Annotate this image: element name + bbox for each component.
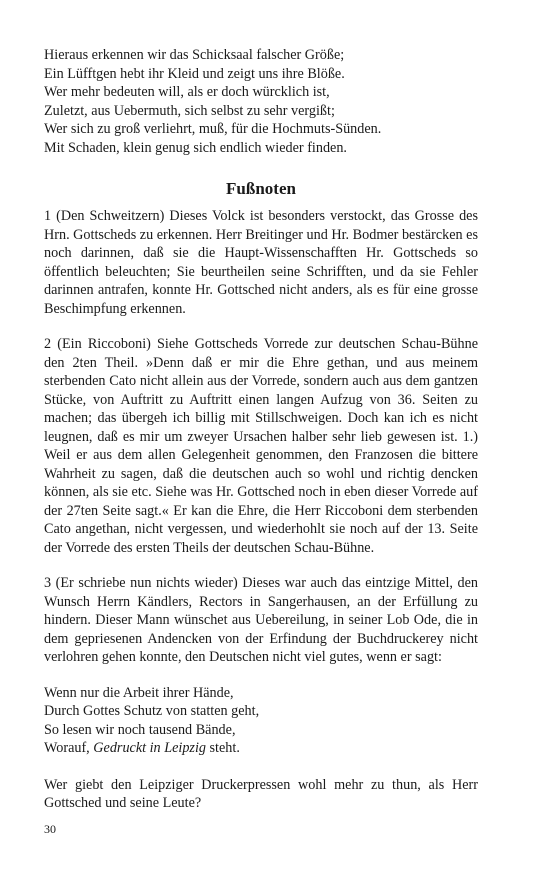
- footnote-3: 3 (Er schriebe nun nichts wieder) Dieses war auch das eintzige Mittel, den Wunsch Herrn Kändlers, Rectors in Sangerhausen, an der Erfüllung zu hindern. Dieser Mann wünschet aus Uebereilung, in seiner Lob Ode, die in dem gepriesenen Andencken von der Erfindung der Buchdruckerey nicht verlohren gehen konnte, den Deutschen nicht viel gutes, wenn er sagt:: [44, 575, 478, 665]
- poem-line-suffix: steht.: [205, 740, 240, 756]
- verse-line: Wer mehr bedeuten will, als er doch würcklich ist,: [44, 84, 330, 100]
- poem-line-italic: Gedruckt in Leipzig: [93, 740, 206, 756]
- poem-line: Wenn nur die Arbeit ihrer Hände,: [44, 684, 234, 701]
- verse-line: Hieraus erkennen wir das Schicksaal falscher Größe;: [44, 47, 345, 63]
- quoted-poem: [44, 684, 478, 758]
- footnote-1: 1 (Den Schweitzern) Dieses Volck ist besonders verstockt, das Grosse des Hrn. Gottscheds zu erkennen. Herr Breitinger und Hr. Bodmer bestärcken es noch darinnen, daß sie die Haupt-Wissenschafften Hr. Gottscheds so öffentlich beleuchten; Sie beurtheilen seine Schrifften, und da sie Fehler darinnen antrafen, konnte Hr. Gottsched nicht anders, als es für eine grosse Beschimpfung erkennen.: [44, 208, 478, 317]
- verse-block: [44, 46, 478, 157]
- page-number: 30: [44, 822, 56, 836]
- verse-line: Wer sich zu groß verliehrt, muß, für die Hochmuts-Sünden.: [44, 121, 382, 137]
- closing-paragraph: Wer giebt den Leipziger Druckerpressen wohl mehr zu thun, als Herr Gottsched und seine Leute?: [44, 776, 478, 811]
- footnote-2: 2 (Ein Riccoboni) Siehe Gottscheds Vorrede zur deutschen Schau-Bühne den 2ten Theil. »Denn daß er mir die Ehre gethan, und aus meinem sterbenden Cato nicht allein aus der Vorrede, sondern auch aus dem gantzen Stücke, von Auftritt zu Auftritt einen langen Aufzug von 36. Seiten zu machen; das übergeh ich billig mit Stillschweigen. Doch kan ich es nicht leugnen, daß es mir um zweyer Ursachen halber sehr lieb gewesen ist. 1.) Weil er aus dem allen Gelegenheit genommen, den Franzosen die bittere Wahrheit zu sagen, daß die deutschen auch so wohl und richtig dencken können, als sie etc. Siehe was Hr. Gottsched noch in eben dieser Vorrede auf der 27ten Seite sagt.« Er kan die Ehre, die Herr Riccoboni dem sterbenden Cato angethan, nicht vergessen, und wiederhohlt sie noch auf der 13. Seite der Vorrede des ersten Theils der deutschen Schau-Bühne.: [44, 336, 478, 556]
- poem-line: Durch Gottes Schutz von statten geht,: [44, 703, 260, 719]
- footnotes-heading: Fußnoten: [226, 179, 296, 198]
- poem-line: So lesen wir noch tausend Bände,: [44, 721, 236, 738]
- verse-line: Zuletzt, aus Uebermuth, sich selbst zu sehr vergißt;: [44, 102, 335, 119]
- poem-line-prefix: Worauf,: [44, 740, 94, 756]
- poem-line: [44, 739, 478, 758]
- verse-line: Ein Lüfftgen hebt ihr Kleid und zeigt uns ihre Blöße.: [44, 65, 345, 82]
- verse-line: Mit Schaden, klein genug sich endlich wieder finden.: [44, 139, 347, 156]
- page-content: [44, 46, 478, 813]
